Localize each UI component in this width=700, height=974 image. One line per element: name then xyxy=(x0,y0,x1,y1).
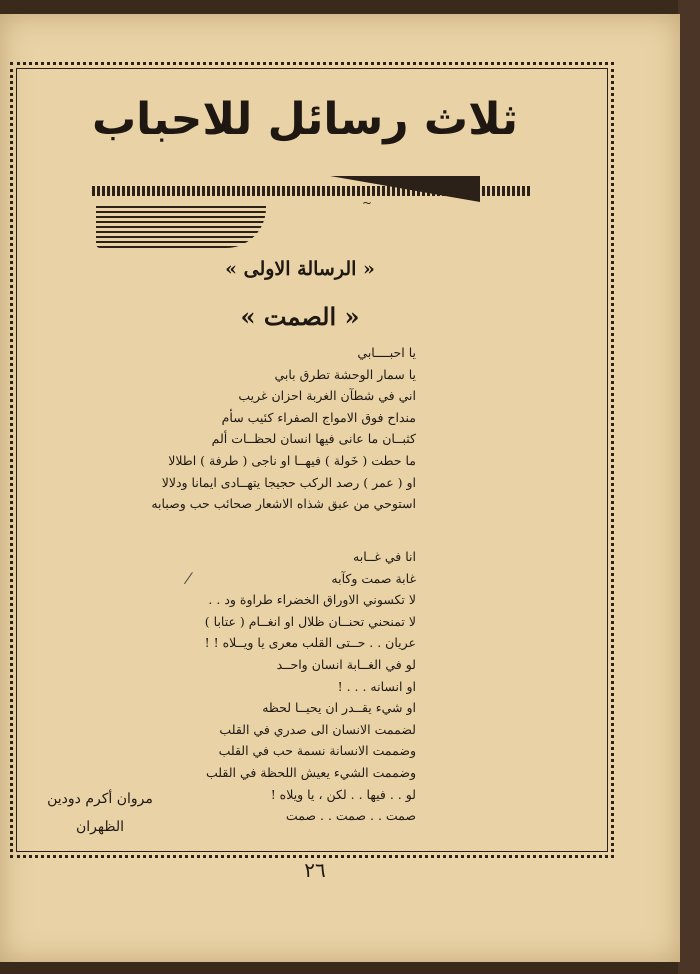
poem-line: لا تمنحني تحنــان ظلال او انغــام ( عتابا ) xyxy=(204,613,416,629)
author-place: الظهران xyxy=(76,819,124,835)
letter-label: « الرسالة الاولى » xyxy=(225,258,375,280)
author-signature xyxy=(30,785,170,841)
poem-line: اني في شطآن الغربة احزان غريب xyxy=(238,388,416,404)
poem-line: غابة صمت وكآبه xyxy=(331,570,416,586)
poem-line: وضممت الانسانة نسمة حب في القلب xyxy=(218,743,416,759)
poem-line: لضممت الانسان الى صدري في القلب xyxy=(219,721,416,737)
letter-title: « الصمت » xyxy=(240,302,360,331)
poem-line: استوحي من عبق شذاه الاشعار صحائب حب وصبابه xyxy=(151,496,416,512)
poem-line: عريان . . حــتى القلب معرى يا ويــلاه ! ! xyxy=(204,635,416,651)
title-decoration-lines xyxy=(96,206,266,248)
page-number: ٢٦ xyxy=(304,858,326,882)
poem-line: يا سمار الوحشة تطرق بابي xyxy=(274,366,416,382)
poem-line: لو في الغــابة انسان واحــد xyxy=(276,656,416,672)
poem-line: كثبــان ما عانى فيها انسان لحظــات ألم xyxy=(211,431,416,447)
artist-signature-mark: ~ xyxy=(362,196,373,210)
poem-line: لو . . فيها . . لكن ، يا ويلاه ! xyxy=(270,786,416,802)
poem-line: ما حطت ( خَولة ) فيهــا او ناجى ( طرفة ) اطلالا xyxy=(168,452,416,468)
poem-line: او ( عمر ) رصد الركب حجيجا يتهــادى ايمانا ودلالا xyxy=(161,474,416,490)
poem-line: او شيء يقــدر ان يحيــا لحظه xyxy=(262,700,416,716)
poem-line: منداح فوق الامواج الصفراء كئيب سأم xyxy=(221,409,416,425)
poem-line: انا في غــابه xyxy=(353,549,416,564)
poem-line: يا احبــــابي xyxy=(357,345,416,360)
poem-line: صمت . . صمت . . صمت xyxy=(285,808,416,824)
book-spine xyxy=(678,0,700,974)
page-title: ثلاث رسائل للاحباب xyxy=(91,94,519,145)
author-name: مروان أكرم دودين xyxy=(47,791,153,807)
poem-line: لا تكسوني الاوراق الخضراء طراوة ود . . xyxy=(208,592,416,608)
poem-line: وضممت الشيء يعيش اللحظة في القلب xyxy=(205,764,416,780)
title-decoration-wedge xyxy=(330,176,480,202)
poem-line: او انسانه . . . ! xyxy=(337,678,416,694)
poem-stanza-1 xyxy=(76,342,416,515)
